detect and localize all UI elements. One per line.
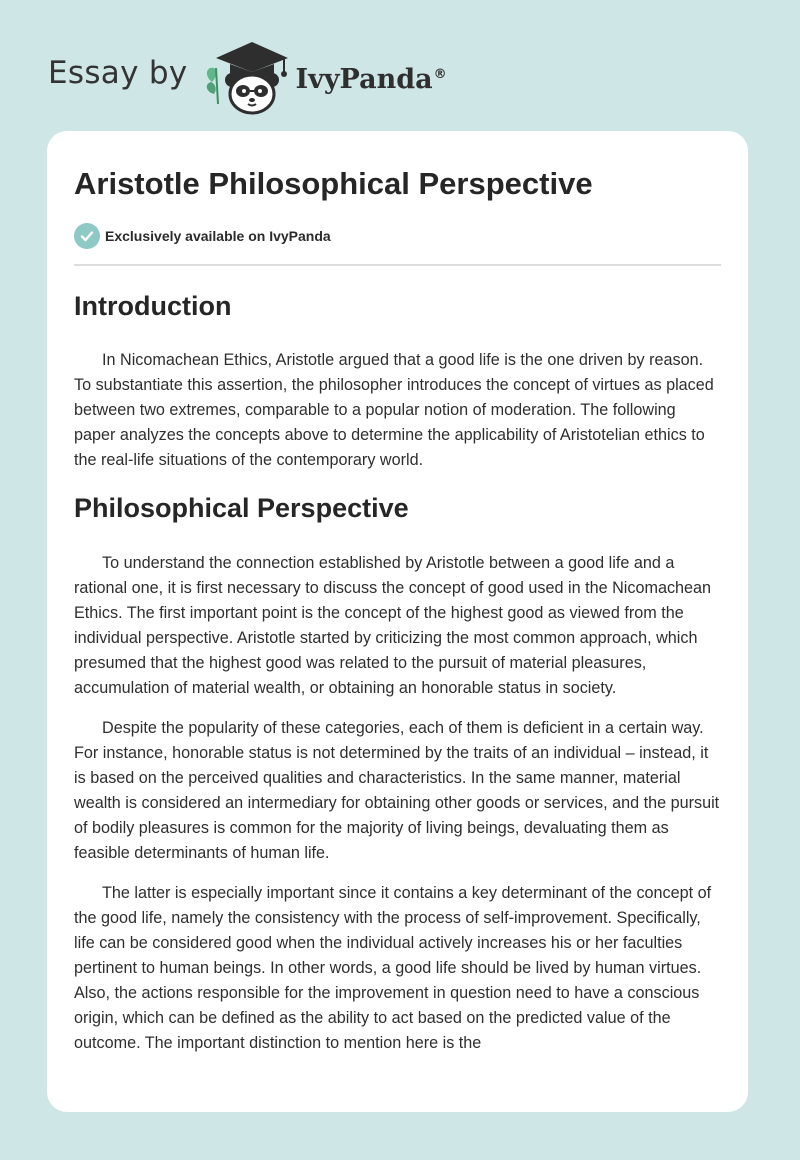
section-heading: Introduction bbox=[74, 291, 232, 321]
paragraph: To understand the connection established by Aristotle between a good life and a rational one, it is first necessary to discuss the concept of good used in the Nicomachean Ethics. The first important point is the concept of the highest good as viewed from the individual perspective. Aristotle started by criticizing the most common approach, which presumed that the highest good was related to the pursuit of material pleasures, accumulation of material wealth, or obtaining an honorable status in society. bbox=[74, 554, 712, 697]
brand-header[interactable] bbox=[48, 36, 447, 116]
brand-prefix: Essay by bbox=[48, 55, 188, 91]
divider bbox=[74, 264, 721, 266]
paragraph: In Nicomachean Ethics, Aristotle argued that a good life is the one driven by reason. To substantiate this assertion, the philosopher introduces the concept of virtues as placed between two extremes, comparable to a popular notion of moderation. The following paper analyzes the concepts above to determine the applicability of Aristotelian ethics to the real-life situations of the contemporary world. bbox=[74, 351, 714, 469]
badge-text: Exclusively available on IvyPanda bbox=[105, 228, 331, 244]
page-title: Aristotle Philosophical Perspective bbox=[74, 166, 593, 201]
section-heading: Philosophical Perspective bbox=[74, 493, 409, 523]
checkmark-icon bbox=[74, 223, 100, 249]
paragraph: Despite the popularity of these categories, each of them is deficient in a certain way. For instance, honorable status is not determined by the traits of an individual – instead, it is based on the perceived qualities and characteristics. In the same manner, material wealth is considered an intermediary for obtaining other goods or services, and the pursuit of bodily pleasures is common for the majority of living beings, devaluating them as feasible determinants of human life. bbox=[74, 719, 720, 862]
paragraph: The latter is especially important since it contains a key determinant of the concept of the good life, namely the consistency with the process of self-improvement. Specifically, life can be considered good when the individual actively increases his or her faculties pertinent to human beings. In other words, a good life should be lived by human virtues. Also, the actions responsible for the improvement in question need to have a conscious origin, which can be defined as the ability to act based on the predicted value of the outcome. The important distinction to mention here is the bbox=[74, 884, 712, 1052]
brand-name: IvyPanda® bbox=[295, 63, 447, 95]
panda-logo-icon bbox=[202, 36, 294, 116]
essay-card bbox=[47, 131, 748, 1112]
exclusive-badge bbox=[74, 223, 721, 249]
